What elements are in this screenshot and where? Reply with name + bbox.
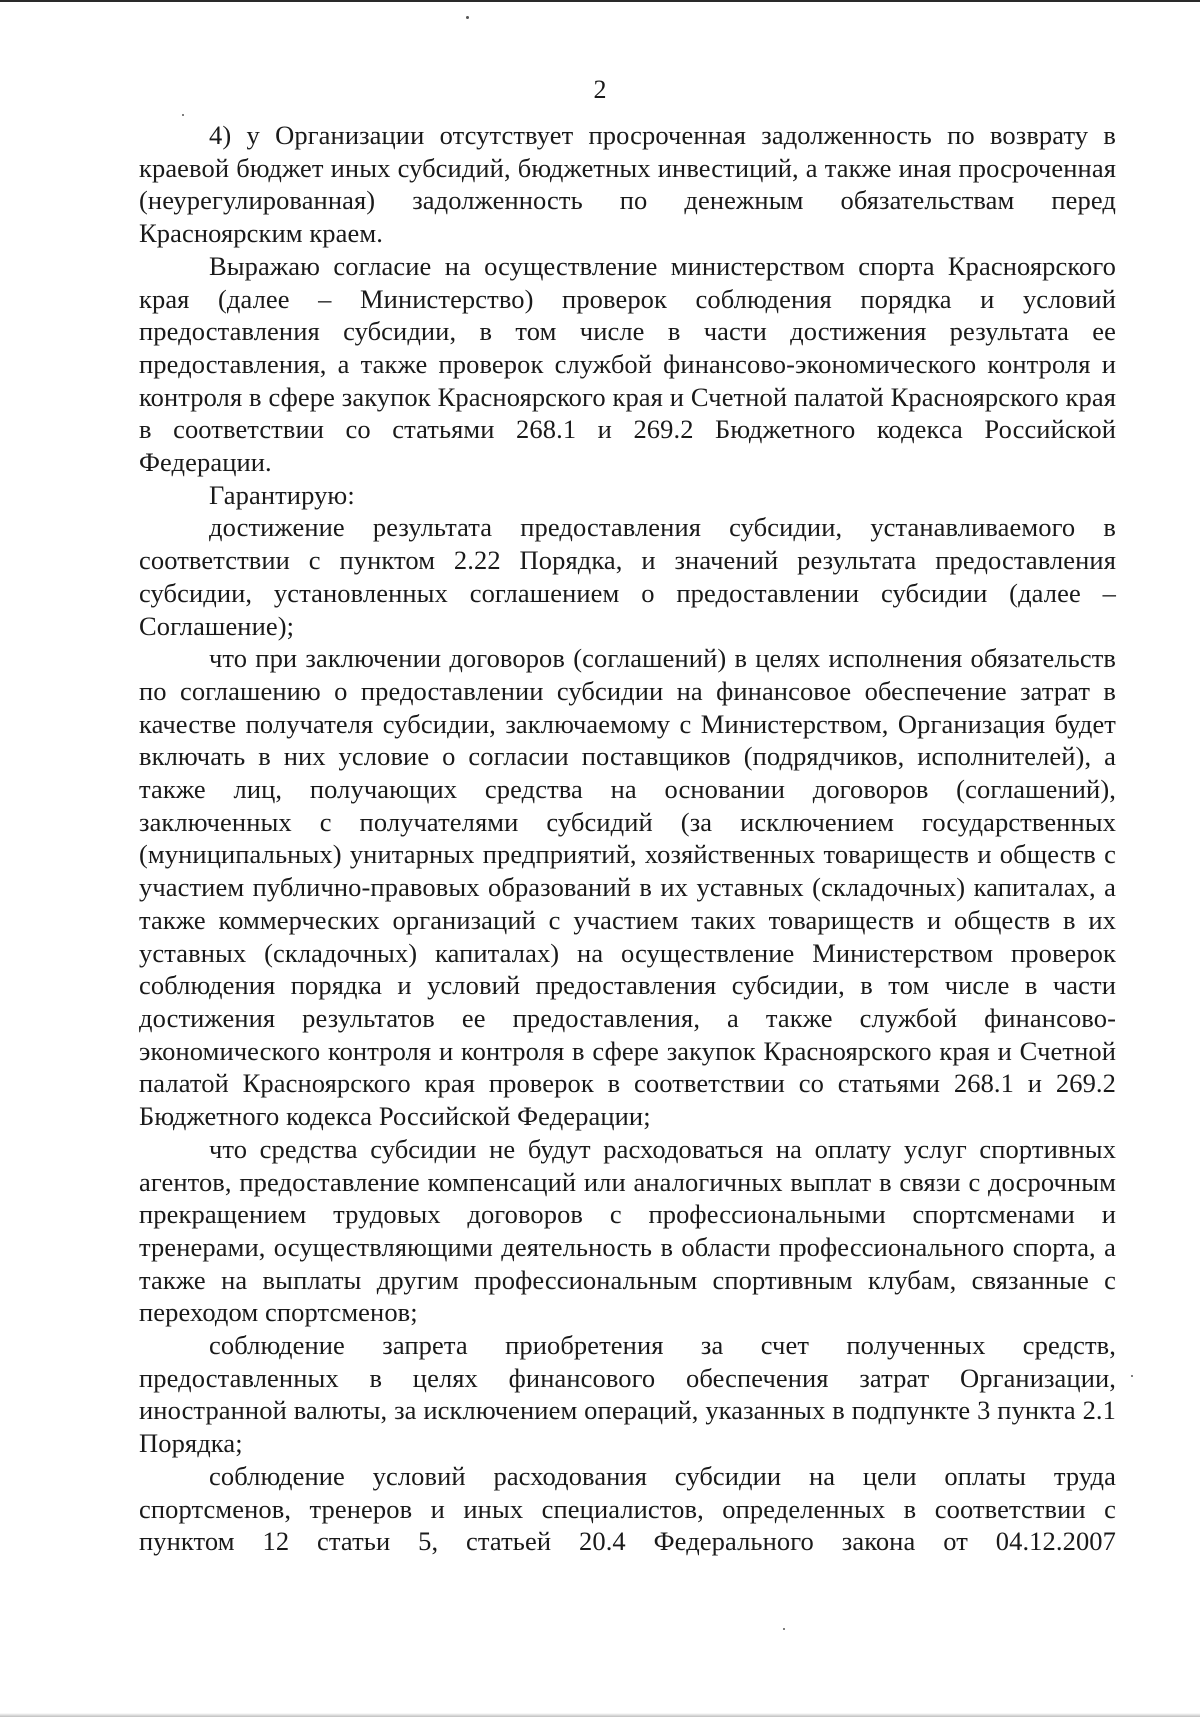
scan-speck (466, 16, 469, 19)
paragraph-guarantee-heading: Гарантирую: (209, 479, 355, 510)
document-body (139, 119, 1116, 1558)
paragraph-guarantee-result: достижение результата предоставления субсидии, устанавливаемого в соответствии с пунктом 2.22 Порядка, и значений результата предоставления субсидии, установленных соглашением о предоставлении субсидии (далее – Соглашение); (139, 512, 1116, 641)
page-number: 2 (593, 75, 607, 104)
paragraph-guarantee-salary: соблюдение условий расходования субсидии на цели оплаты труда спортсменов, тренеров и иных специалистов, определенных в соответствии с пунктом 12 статьи 5, статьей 20.4 Федерального закона от 04.12.2007 (139, 1460, 1116, 1557)
scan-speck (182, 114, 184, 116)
scan-bottom-edge (0, 1713, 1200, 1717)
scan-speck (1131, 1375, 1133, 1377)
paragraph-no-arrears: 4) у Организации отсутствует просроченная задолженность по возврату в краевой бюджет иных субсидий, бюджетных инвестиций, а также иная просроченная (неурегулированная) задолженность по денежным обязательствам перед Красноярским краем. (139, 120, 1116, 249)
paragraph-guarantee-currency: соблюдение запрета приобретения за счет полученных средств, предоставленных в целях финансового обеспечения затрат Организации, иностранной валюты, за исключением операций, указанных в подпункте 3 пункта 2.1 Порядка; (139, 1330, 1116, 1459)
scan-top-edge (0, 0, 1200, 2)
paragraph-guarantee-agents: что средства субсидии не будут расходоваться на оплату услуг спортивных агентов, предоставление компенсаций или аналогичных выплат в связи с досрочным прекращением трудовых договоров с профессиональными спортсменами и тренерами, осуществляющими деятельность в области профессионального спорта, а также на выплаты другим профессиональным спортивным клубам, связанные с переходом спортсменов; (139, 1133, 1116, 1328)
paragraph-guarantee-contracts: что при заключении договоров (соглашений) в целях исполнения обязательств по соглашению о предоставлении субсидии на финансовое обеспечение затрат в качестве получателя субсидии, заключаемому с Министерством, Организация будет включать в них условие о согласии поставщиков (подрядчиков, исполнителей), а также лиц, получающих средства на основании договоров (соглашений), заключенных с получателями субсидий (за исключением государственных (муниципальных) унитарных предприятий, хозяйственных товариществ и обществ с участием публично-правовых образований в их уставных (складочных) капиталах, а также коммерческих организаций с участием таких товариществ и обществ в их уставных (складочных) капиталах) на осуществление Министерством проверок соблюдения порядка и условий предоставления субсидии, в том числе в части достижения результатов ее предоставления, а также службой финансово-экономического контроля и контроля в сфере закупок Красноярского края и Счетной палатой Красноярского края проверок в соответствии со статьями 268.1 и 269.2 Бюджетного кодекса Российской Федерации; (139, 643, 1116, 1132)
scan-speck (783, 1628, 785, 1630)
paragraph-consent-inspections: Выражаю согласие на осуществление министерством спорта Красноярского края (далее – Министерство) проверок соблюдения порядка и условий предоставления субсидии, в том числе в части достижения результата ее предоставления, а также проверок службой финансово-экономического контроля и контроля в сфере закупок Красноярского края и Счетной палатой Красноярского края в соответствии со статьями 268.1 и 269.2 Бюджетного кодекса Российской Федерации. (139, 250, 1116, 478)
